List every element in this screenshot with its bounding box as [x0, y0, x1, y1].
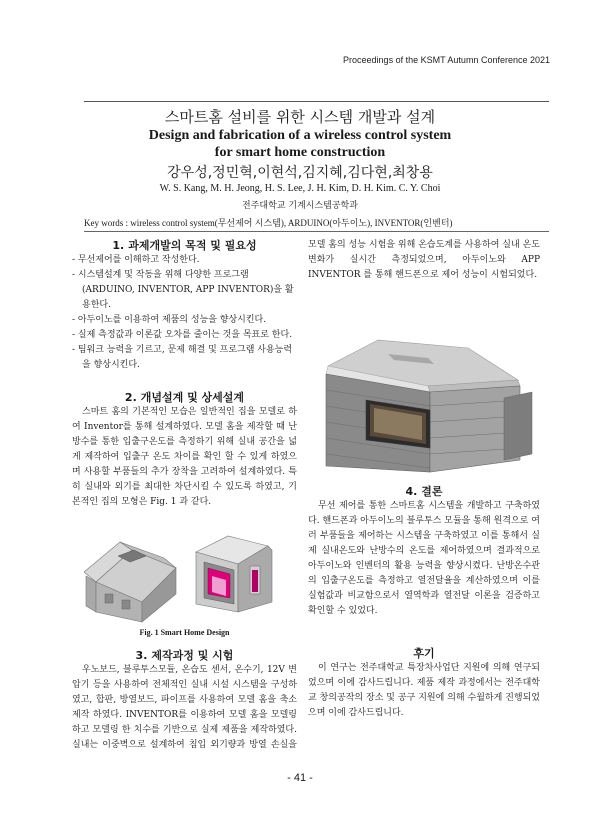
section-4-text: 무선 제어를 통한 스마트홈 시스템을 개발하고 구축하였다. 핸드폰과 아두이노의 블루투스 모듈을 통해 원격으로 여러 부품들을 제어하는 시스템을 구축하였고 이를 통해서 실제 실내온도와 난방수의 온도를 제어하였으며 결과적으로 아두이노와 인벤터의 활용 능력을 향상시켰다. 난방온수관의 입출구온도를 측정하고 열전달율을 계산하였으며 이를 실험값과 비교함으로서 열역학과 열전달 이론을 검증하고 확인할 수 있었다.	[308, 501, 540, 616]
model-house-photo	[318, 336, 540, 476]
section-3-text-continued: 모델 홈의 성능 시험을 위해 온습도계를 사용하여 실내 온도변화가 실시간 측정되었으며, 아두이노와 APP INVENTOR 를 통해 핸드폰으로 제어 성능이 시험되었다.	[308, 240, 540, 280]
s1-bullet-2: - 시스템설계 및 작동을 위해 다양한 프로그램 (ARDUINO, INVENTOR, APP INVENTOR)을 활용한다.	[72, 270, 294, 310]
page-number: - 41 -	[287, 772, 313, 784]
section-4	[308, 484, 540, 619]
section-3-number: 3.	[135, 649, 148, 662]
section-1	[72, 238, 297, 373]
section-4-title: 결론	[421, 485, 443, 498]
section-3-title: 제작과정 및 시험	[151, 649, 234, 662]
figure-1-caption: Fig. 1 Smart Home Design	[139, 628, 230, 637]
keywords: Key words : wireless control system(무선제어 시스템), ARDUINO(아두이노), INVENTOR(인벤터)	[84, 218, 453, 228]
section-1-heading	[72, 238, 297, 253]
title-english-line1: Design and fabrication of a wireless control system	[148, 128, 452, 143]
s1-bullet-5: - 팀워크 능력을 기르고, 문제 해결 및 프로그램 사용능력을 향상시킨다.	[72, 345, 293, 370]
house-cutaway-render	[196, 536, 272, 612]
section-4-number: 4.	[405, 485, 418, 498]
ack-text: 이 연구는 전주대학교 특장차사업단 지원에 의해 연구되었으며 이에 감사드립니다. 제품 제작 과정에서는 전주대학교 창의공작의 장소 및 공구 지원에 의해 수월하게 진행되었으며 이에 감사드립니다.	[308, 663, 540, 718]
section-2-text: 스마트 홈의 기본적인 모습은 일반적인 집을 모델로 하여 Inventor를 통해 설계하였다. 모델 홈을 제작할 때 난방수를 통한 입출구온도를 측정하기 위해 실내 공간을 넓게 제작하여 입출구 온도 차이를 확인 할 수 있게 하였으며 사용할 부품들의 추가 장착을 고려하여 설계하였다. 특히 실내와 외기를 최대한 차단시킬 수 있도록 하였고, 기본적인 집의 모형은 Fig. 1 과 같다.	[72, 407, 297, 507]
s1-bullet-3: - 아두이노를 이용하여 제품의 성능을 향상시킨다.	[72, 315, 267, 325]
authors-english: W. S. Kang, M. H. Jeong, H. S. Lee, J. H. Kim, D. H. Kim. C. Y. Choi	[159, 183, 441, 194]
ack-title: 후기	[413, 647, 435, 660]
section-2-heading	[72, 390, 297, 405]
section-2-number: 2.	[124, 391, 137, 404]
keywords-rule	[84, 231, 549, 232]
acknowledgement	[308, 646, 540, 721]
authors-korean: 강우성,정민혁,이현석,김지혜,김다현,최창용	[167, 165, 433, 181]
section-4-heading	[308, 484, 540, 499]
figure-1-house-renders	[72, 520, 297, 625]
section-3-continued	[308, 238, 540, 328]
s1-bullet-4: - 실제 측정값과 이론값 오차를 줄이는 것을 목표로 한다.	[72, 330, 293, 340]
house-exterior-render	[84, 542, 176, 622]
section-1-number: 1.	[112, 239, 125, 252]
page-header	[0, 0, 600, 80]
conference-name: Proceedings of the KSMT Autumn Conference 2021	[343, 55, 550, 65]
section-3-text: 우노보드, 블루투스모듈, 온습도 센서, 온수기, 12V 변압기 등을 사용하여 전체적인 실내 시설 시스템을 구성하였고, 합판, 방열보드, 파이프를 사용하여 모델 홈을 축소 제작 하였다. INVENTOR를 이용하여 모델 홈을 모델링 하고 모델링 한 치수를 기반으로 실제 제품을 제작하였다. 실내는 이중벽으로 설계하여 침입 외기량과 방열 손실을	[72, 665, 297, 750]
header-rule	[84, 101, 549, 102]
section-3-heading	[72, 648, 297, 663]
section-2	[72, 390, 297, 510]
section-2-title: 개념설계 및 상세설계	[140, 391, 245, 404]
title-english-line2: for smart home construction	[214, 145, 386, 160]
section-3	[72, 648, 297, 751]
section-1-title: 과제개발의 목적 및 필요성	[128, 239, 257, 252]
s1-bullet-1: - 무선제어를 이해하고 작성한다.	[72, 255, 200, 265]
affiliation: 전주대학교 기계시스템공학과	[242, 201, 358, 211]
title-korean: 스마트홈 설비를 위한 시스템 개발과 설계	[164, 108, 436, 126]
